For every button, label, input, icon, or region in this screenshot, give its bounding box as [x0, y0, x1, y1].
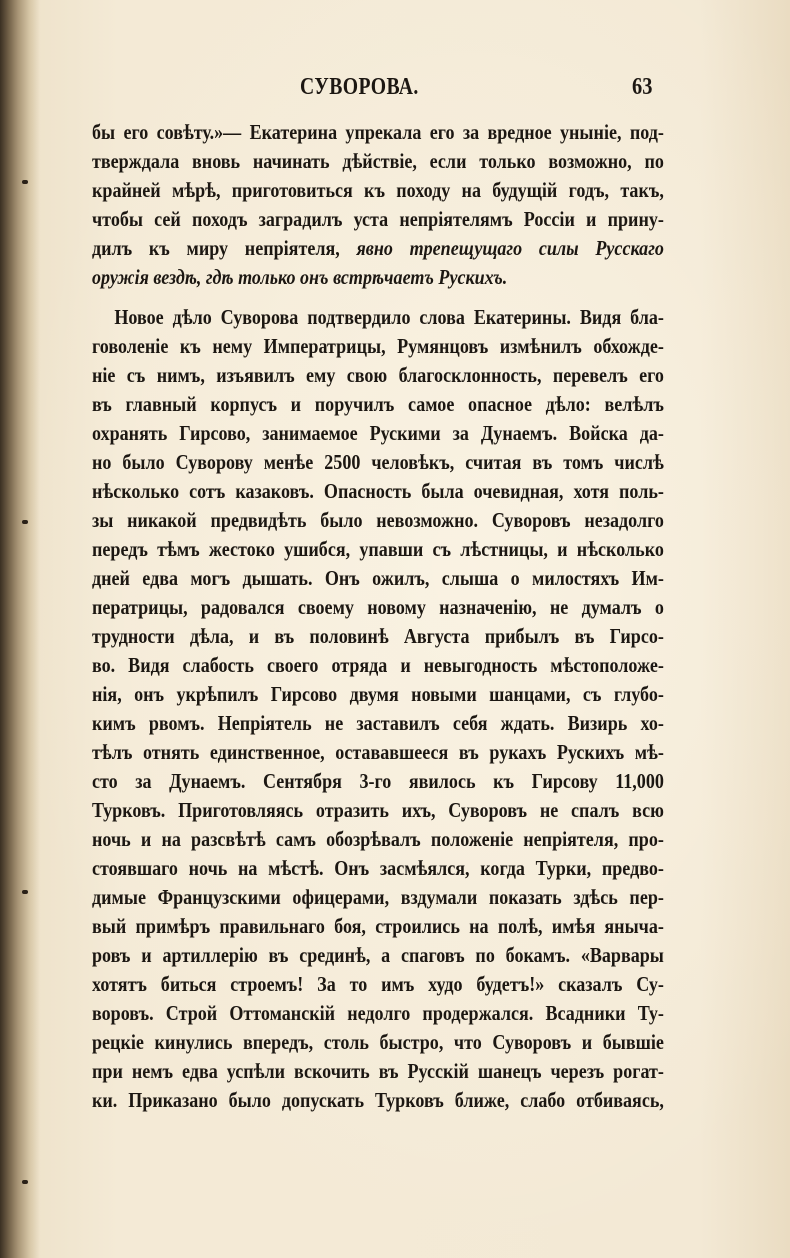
text-run: при немъ едва успѣли вскочить въ Русскій шанецъ черезъ рогат- [92, 1059, 664, 1083]
text-run: тверждала вновь начинать дѣйствіе, если только возможно, по [92, 149, 664, 173]
text-run: дней едва могъ дышать. Онъ ожилъ, слыша о милостяхъ Им- [92, 566, 664, 590]
text-line [92, 205, 664, 234]
text-run: но было Суворову менѣе 2500 человѣкъ, считая въ томъ числѣ [92, 450, 664, 474]
text-run: зы никакой предвидѣть было невозможно. Суворовъ незадолго [92, 508, 664, 532]
text-line [92, 1028, 664, 1057]
text-line [92, 593, 664, 622]
text-run: ніе съ нимъ, изъявилъ ему свою благосклонность, перевелъ его [92, 363, 664, 387]
text-run: Новое дѣло Суворова подтвердило слова Екатерины. Видя бла- [114, 305, 664, 329]
text-line [92, 564, 664, 593]
text-run: ровъ и артиллерію въ срединѣ, а спаговъ по бокамъ. «Варвары [92, 943, 664, 967]
text-run: говоленіе къ нему Императрицы, Румянцовъ измѣнилъ обхожде- [92, 334, 664, 358]
text-line [92, 709, 664, 738]
paragraph-gap [92, 292, 664, 303]
text-line [92, 999, 664, 1028]
text-run: ператрицы, радовался своему новому назначенію, не думалъ о [92, 595, 664, 619]
text-line [92, 738, 664, 767]
text-run: крайней мѣрѣ, приготовиться къ походу на будущій годъ, такъ, [92, 178, 664, 202]
page-header [0, 74, 790, 108]
italic-text: явно трепещущаго силы Русскаго [356, 236, 664, 260]
text-line [92, 361, 664, 390]
body-text [92, 118, 664, 1115]
text-line [92, 796, 664, 825]
text-run: передъ тѣмъ жестоко ушибся, упавши съ лѣстницы, и нѣсколько [92, 537, 664, 561]
text-run: рецкіе кинулись впередъ, столь быстро, что Суворовъ и бывшіе [92, 1030, 664, 1054]
paragraph [92, 303, 664, 1115]
text-run: тѣлъ отнять единственное, остававшееся въ рукахъ Рускихъ мѣ- [92, 740, 664, 764]
text-run: ки. Приказано было допускать Турковъ ближе, слабо отбиваясь, [92, 1088, 664, 1112]
text-run: въ главный корпусъ и поручилъ самое опасное дѣло: велѣлъ [92, 392, 664, 416]
text-line [92, 651, 664, 680]
text-run: кимъ рвомъ. Непріятель не заставилъ себя ждать. Визирь хо- [92, 711, 664, 735]
spine-stain [22, 520, 28, 524]
text-run: во. Видя слабость своего отряда и невыгодность мѣстоположе- [92, 653, 664, 677]
text-line [92, 1086, 664, 1115]
text-line [92, 680, 664, 709]
text-line [92, 970, 664, 999]
text-run: стоявшаго ночь на мѣстѣ. Онъ засмѣялся, когда Турки, предво- [92, 856, 664, 880]
page-number: 63 [632, 74, 653, 100]
text-line [92, 854, 664, 883]
text-run: чтобы сей походъ заградилъ уста непріятелямъ Россіи и прину- [92, 207, 664, 231]
text-line [92, 941, 664, 970]
text-run: сто за Дунаемъ. Сентября 3-го явилось къ Гирсову 11,000 [92, 769, 664, 793]
text-run: Турковъ. Приготовляясь отразить ихъ, Суворовъ не спалъ всю [92, 798, 664, 822]
text-line [92, 883, 664, 912]
text-line [92, 1057, 664, 1086]
text-run: воровъ. Строй Оттоманскій недолго продержался. Всадники Ту- [92, 1001, 664, 1025]
paragraph [92, 118, 664, 292]
spine-stain [22, 890, 28, 894]
text-run: трудности дѣла, и въ половинѣ Августа прибылъ въ Гирсо- [92, 624, 664, 648]
text-line [92, 622, 664, 651]
text-run: димые Французскими офицерами, вздумали показать здѣсь пер- [92, 885, 664, 909]
spine-stain [22, 180, 28, 184]
text-run: вый примѣръ правильнаго боя, строились на полѣ, имѣя янычa- [92, 914, 664, 938]
text-run: ночь и на разсвѣтѣ самъ обозрѣвалъ положеніе непріятеля, про- [92, 827, 664, 851]
text-line [92, 912, 664, 941]
text-run: дилъ къ миру непріятеля, [92, 236, 357, 260]
text-line [92, 303, 664, 332]
spine-stain [22, 1180, 28, 1184]
text-run: охранять Гирсово, занимаемое Рускими за Дунаемъ. Войска да- [92, 421, 664, 445]
text-line [92, 825, 664, 854]
text-run: бы его совѣту.»— Екатерина упрекала его за вредное уныніе, под- [92, 120, 664, 144]
text-line [92, 263, 664, 292]
text-run: нія, онъ укрѣпилъ Гирсово двумя новыми шанцами, съ глубо- [92, 682, 664, 706]
text-line [92, 176, 664, 205]
running-head: СУВОРОВА. [300, 74, 419, 100]
text-line [92, 332, 664, 361]
text-line [92, 419, 664, 448]
text-line [92, 118, 664, 147]
text-line [92, 234, 664, 263]
text-line [92, 767, 664, 796]
text-line [92, 535, 664, 564]
book-spine-shadow [0, 0, 40, 1258]
italic-text: оружія вездѣ, гдѣ только онъ встрѣчаетъ Рускихъ. [92, 265, 508, 289]
text-run: хотятъ биться строемъ! За то имъ худо будетъ!» сказалъ Су- [92, 972, 664, 996]
text-line [92, 448, 664, 477]
text-line [92, 506, 664, 535]
text-line [92, 477, 664, 506]
text-line [92, 147, 664, 176]
text-line [92, 390, 664, 419]
text-run: нѣсколько сотъ казаковъ. Опасность была очевидная, хотя поль- [92, 479, 664, 503]
